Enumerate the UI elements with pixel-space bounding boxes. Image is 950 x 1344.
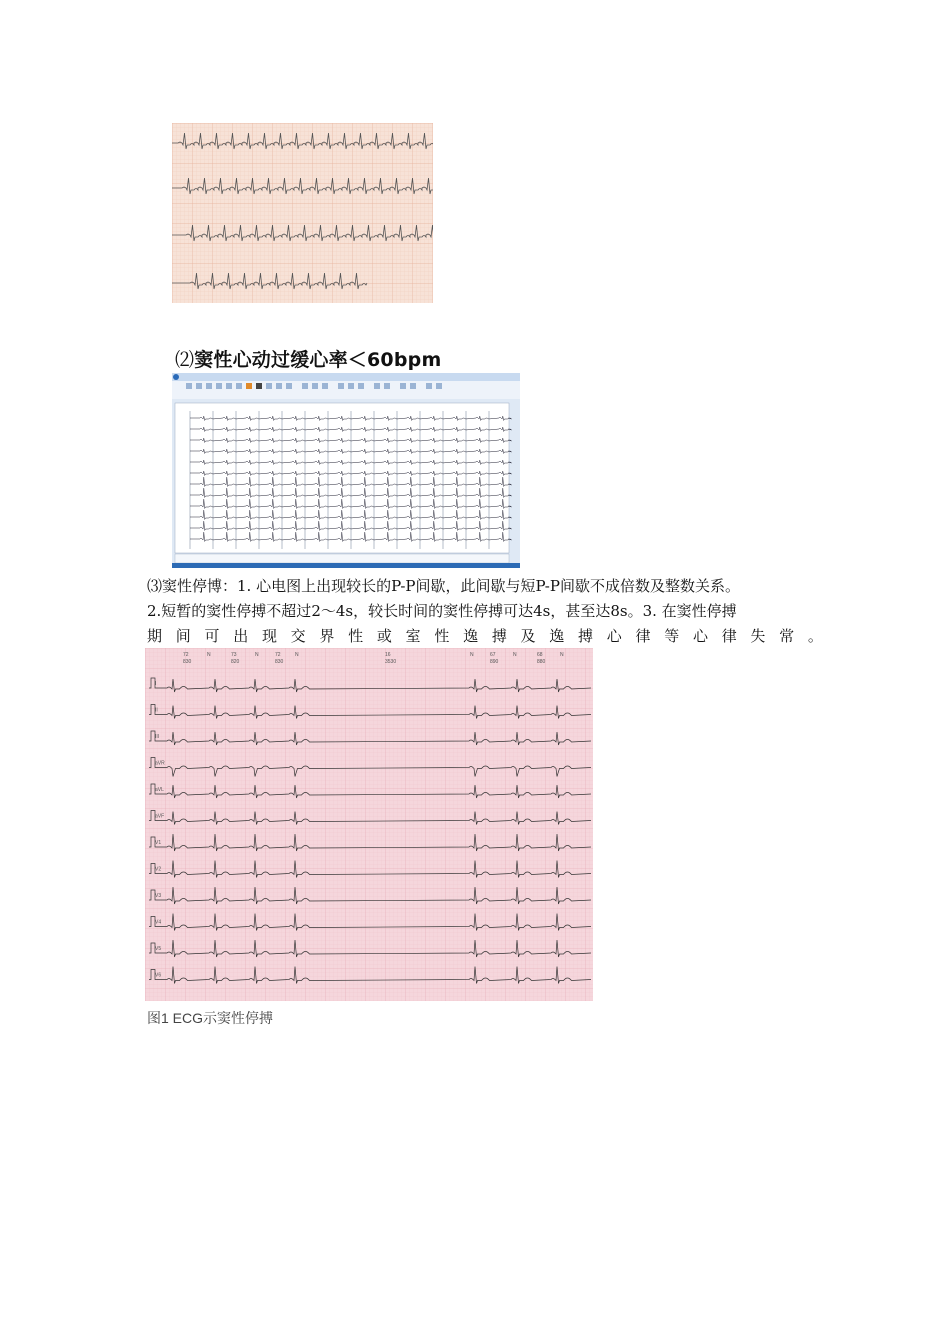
paragraph-line-3-char: 或 xyxy=(376,627,392,645)
paragraph-line-3-char: 律 xyxy=(635,627,651,645)
paragraph-line-3-char: 间 xyxy=(175,627,191,645)
ecg3-top-label: 72 xyxy=(183,652,189,658)
paragraph-line-3-char: 常 xyxy=(779,627,795,645)
ecg3-top-label: N xyxy=(255,652,259,658)
ecg3-top-label: N xyxy=(207,652,211,658)
ecg3-interval-label: 880 xyxy=(537,659,546,665)
paragraph-line-3-char: 界 xyxy=(319,627,335,645)
ecg3-top-label: 67 xyxy=(490,652,496,658)
paragraph-line-3 xyxy=(147,624,823,649)
ecg3-interval-label: 830 xyxy=(275,659,284,665)
paragraph-line-3-char: 可 xyxy=(204,627,220,645)
paragraph-line-3-char: 心 xyxy=(692,627,708,645)
ecg3-top-label: 72 xyxy=(275,652,281,658)
ecg-software-screenshot xyxy=(172,373,520,568)
ecg3-lead-label: V5 xyxy=(155,946,162,952)
ecg3-top-label: N xyxy=(295,652,299,658)
paragraph-line-3-char: 及 xyxy=(520,627,536,645)
ecg-sinus-arrest-image xyxy=(145,648,593,1001)
ecg3-lead-label: V4 xyxy=(155,919,162,926)
ecg3-top-label: N xyxy=(470,652,474,658)
paragraph-line-3-char: 性 xyxy=(434,627,450,645)
paragraph-line-3-char: 搏 xyxy=(578,627,594,645)
paragraph-line-3-char: 。 xyxy=(807,627,823,645)
ecg3-top-label: 68 xyxy=(537,652,543,658)
ecg3-lead-label: II xyxy=(155,707,158,714)
paragraph-line-3-char: 现 xyxy=(261,627,277,645)
ecg3-lead-label: III xyxy=(155,734,160,740)
ecg3-top-label: N xyxy=(560,652,564,658)
ecg3-lead-label: V1 xyxy=(155,840,162,846)
ecg3-lead-label: aVR xyxy=(155,760,165,767)
paragraph-line-1: ⑶窦性停博：1. 心电图上出现较长的P-P间歇，此间歇与短P-P间歇不成倍数及整数关系。 xyxy=(147,577,740,595)
ecg3-interval-label: 830 xyxy=(183,659,192,665)
paragraph-line-3-char: 律 xyxy=(721,627,737,645)
paragraph-line-3-char: 失 xyxy=(750,627,766,645)
figure-caption: 图1 ECG示窦性停搏 xyxy=(147,1010,274,1026)
ecg3-lead-label: V2 xyxy=(155,866,162,873)
heading-number: ⑵ xyxy=(175,349,195,371)
ecg-tachycardia-image xyxy=(172,123,433,303)
ecg3-lead-label: V3 xyxy=(155,893,162,899)
paragraph-line-3-char: 交 xyxy=(290,627,306,645)
paragraph-line-3-char: 出 xyxy=(233,627,249,645)
paragraph-line-3-char: 逸 xyxy=(549,627,565,645)
heading-text: 窦性心动过缓心率＜60bpm xyxy=(194,349,442,371)
ecg3-top-label: 16 xyxy=(385,652,391,658)
paragraph-line-2: 2.短暂的窦性停搏不超过2～4s，较长时间的窦性停搏可达4s，甚至达8s。3. 在窦性停搏 xyxy=(147,602,737,620)
paragraph-line-3-char: 室 xyxy=(405,627,421,645)
ecg3-lead-label: V6 xyxy=(155,972,162,979)
ecg3-interval-label: 820 xyxy=(231,659,240,665)
paragraph-line-3-char: 心 xyxy=(606,627,622,645)
paragraph-line-3-char: 搏 xyxy=(491,627,507,645)
ecg3-interval-label: 3530 xyxy=(385,659,397,665)
ecg3-interval-label: 890 xyxy=(490,659,499,665)
paragraph-line-3-char: 逸 xyxy=(463,627,479,645)
paragraph-line-3-char: 性 xyxy=(348,627,364,645)
ecg3-lead-label: I xyxy=(155,681,157,687)
ecg3-top-label: N xyxy=(513,652,517,658)
paragraph-line-3-char: 期 xyxy=(147,627,163,645)
ecg3-lead-label: aVF xyxy=(155,813,165,820)
ecg3-top-label: 73 xyxy=(231,652,237,658)
ecg3-lead-label: aVL xyxy=(155,787,164,793)
heading-sinus-bradycardia xyxy=(175,345,441,372)
sinus-arrest-description xyxy=(147,574,823,649)
paragraph-line-3-char: 等 xyxy=(664,627,680,645)
